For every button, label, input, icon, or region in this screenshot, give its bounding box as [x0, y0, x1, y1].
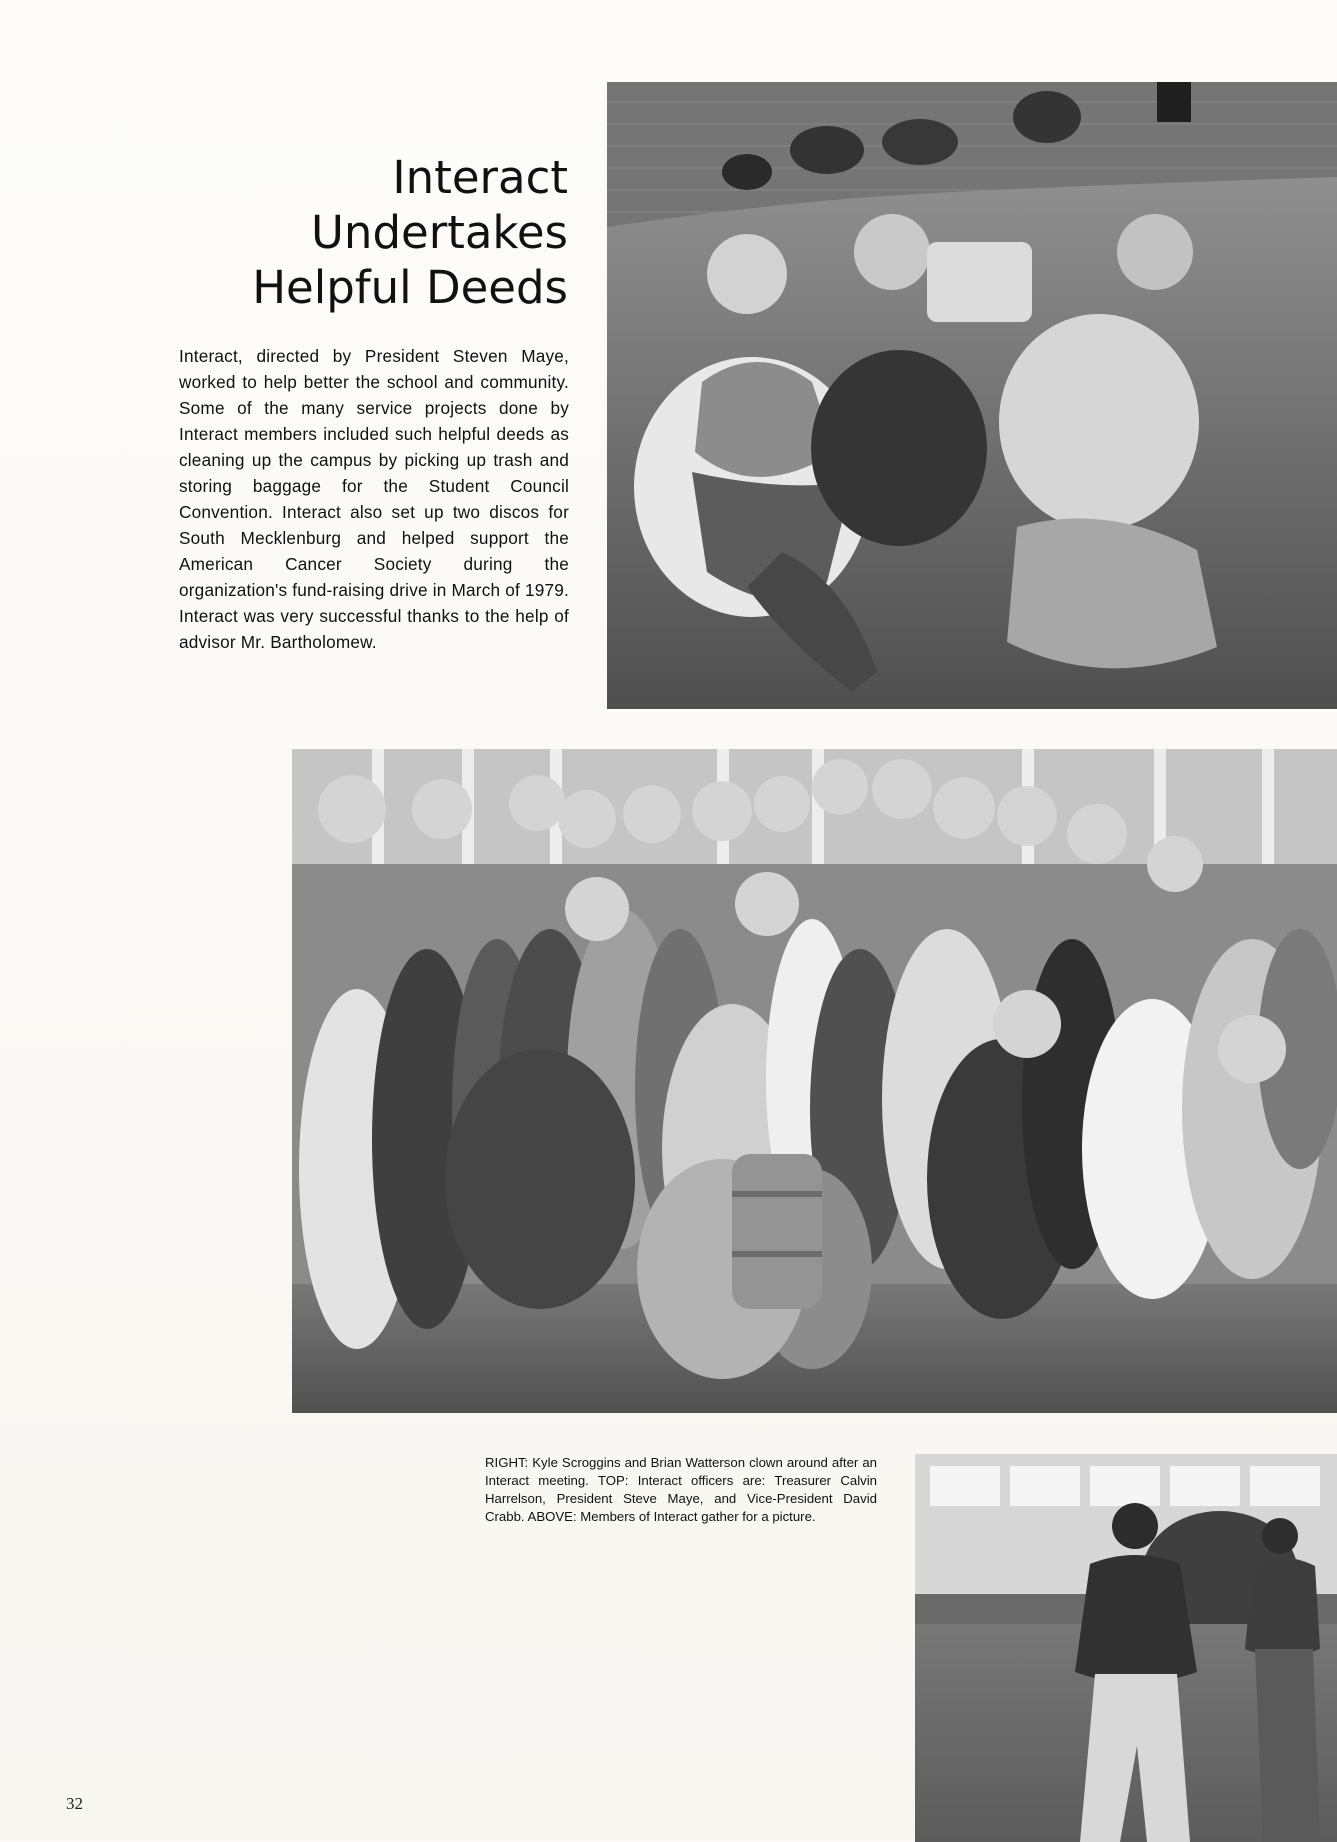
article-body: Interact, directed by President Steven Maye, worked to help better the school and community. Some of the many service projects done by Interact members included such helpful deeds as cleaning up the campus by picking up trash and storing baggage for the Student Council Convention. Interact also set up two discos for South Mecklenburg and helped support the American Cancer Society during the organization's fund-raising drive in March of 1979. Interact was very successful thanks to the help of advisor Mr. Bartholomew.	[179, 346, 569, 652]
title-line-3: Helpful Deeds	[252, 261, 568, 314]
title-line-1: Interact	[392, 151, 568, 204]
officers-photo	[607, 82, 1337, 709]
members-group-photo	[292, 749, 1337, 1413]
page-number: 32	[66, 1794, 83, 1813]
clowning-photo	[915, 1454, 1337, 1842]
photo-caption: RIGHT: Kyle Scroggins and Brian Watterson clown around after an Interact meeting. TOP: Interact officers are: Treasurer Calvin Harrelson, President Steve Maye, and Vice-President David Crabb. ABOVE: Members of Interact gather for a picture.	[485, 1455, 877, 1524]
page-title	[180, 150, 568, 315]
title-line-2: Undertakes	[310, 206, 568, 259]
